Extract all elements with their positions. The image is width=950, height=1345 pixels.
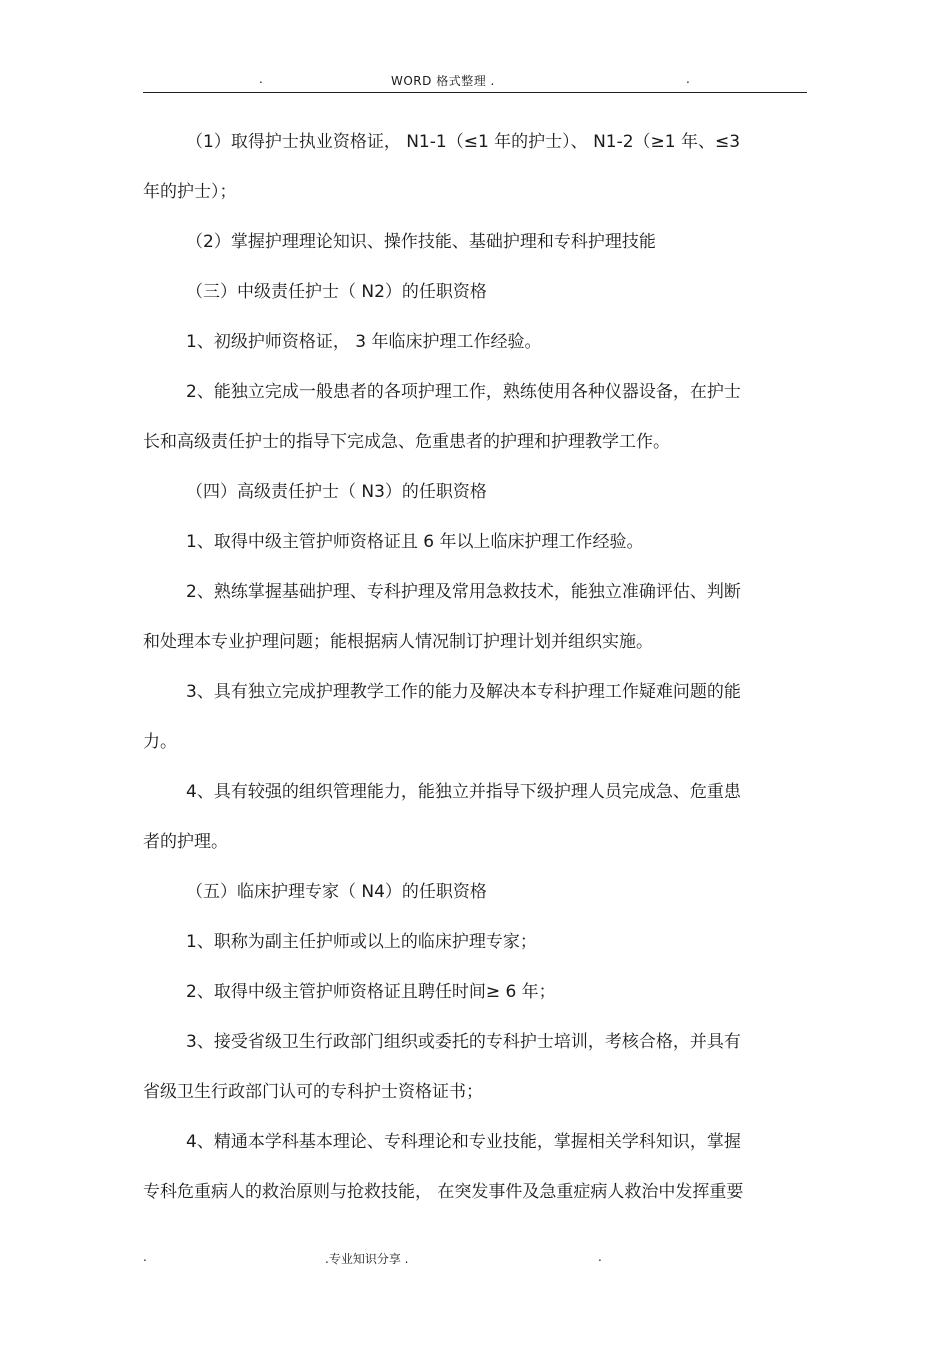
paragraph-line: 力。 [143,732,177,752]
footer-right-mark: . [598,1250,602,1264]
paragraph-line: 1、取得中级主管护师资格证且 6 年以上临床护理工作经验。 [186,532,644,552]
paragraph-line: 1、初级护师资格证， 3 年临床护理工作经验。 [186,332,542,352]
paragraph-line: 1、职称为副主任护师或以上的临床护理专家； [186,932,537,952]
paragraph-line: 2、熟练掌握基础护理、专科护理及常用急救技术，能独立准确评估、判断 [186,582,741,602]
paragraph-line: 4、精通本学科基本理论、专科理论和专业技能，掌握相关学科知识，掌握 [186,1132,741,1152]
paragraph-line: 3、接受省级卫生行政部门组织或委托的专科护士培训，考核合格，并具有 [186,1032,741,1052]
paragraph-line: 长和高级责任护士的指导下完成急、危重患者的护理和护理教学工作。 [143,432,670,452]
header-left-mark: . [259,72,263,86]
paragraph-line: 者的护理。 [143,832,228,852]
header-title: WORD 格式整理 . [391,74,495,88]
paragraph-line: （五）临床护理专家（ N4）的任职资格 [186,882,487,902]
paragraph-line: 省级卫生行政部门认可的专科护士资格证书； [143,1082,483,1102]
paragraph-line: 4、具有较强的组织管理能力，能独立并指导下级护理人员完成急、危重患 [186,782,741,802]
paragraph-line: 专科危重病人的救治原则与抢救技能， 在突发事件及急重症病人救治中发挥重要 [143,1182,744,1202]
paragraph-line: （1）取得护士执业资格证， N1-1（≤1 年的护士）、 N1-2（≥1 年、≤3 [186,132,741,152]
paragraph-line: （2）掌握护理理论知识、操作技能、基础护理和专科护理技能 [186,232,656,252]
page-header [143,66,807,93]
paragraph-line: 3、具有独立完成护理教学工作的能力及解决本专科护理工作疑难问题的能 [186,682,741,702]
paragraph-line: 和处理本专业护理问题；能根据病人情况制订护理计划并组织实施。 [143,632,653,652]
footer-text: .专业知识分享 . [325,1252,409,1266]
paragraph-line: （三）中级责任护士（ N2）的任职资格 [186,282,487,302]
paragraph-line: 2、取得中级主管护师资格证且聘任时间≥ 6 年； [186,982,556,1002]
paragraph-line: （四）高级责任护士（ N3）的任职资格 [186,482,487,502]
header-right-mark: . [686,72,690,86]
page-footer [143,1250,807,1270]
footer-left-mark: . [143,1250,147,1264]
document-body [143,124,807,1224]
paragraph-line: 年的护士）； [143,182,237,202]
paragraph-line: 2、能独立完成一般患者的各项护理工作，熟练使用各种仪器设备，在护士 [186,382,741,402]
